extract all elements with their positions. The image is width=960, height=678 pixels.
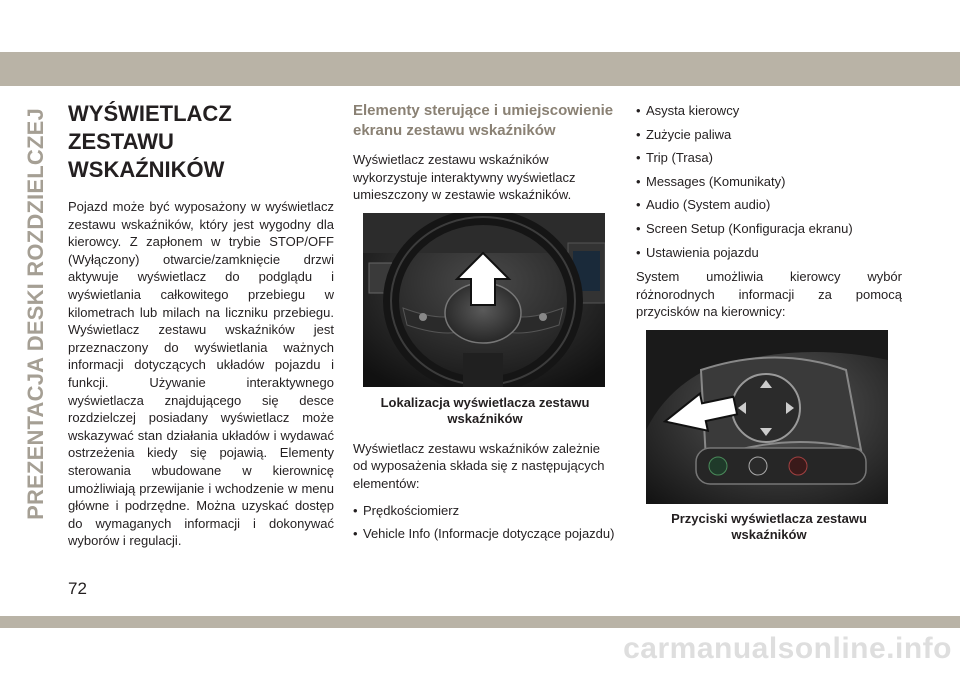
footer-band bbox=[0, 616, 960, 628]
section-heading-line-1: WYŚWIETLACZ ZESTAWU bbox=[68, 101, 232, 154]
bullet-glyph: • bbox=[636, 173, 641, 189]
page-number: 72 bbox=[68, 579, 87, 598]
bullet-glyph: • bbox=[636, 220, 641, 236]
section-heading-line-2: WSKAŹNIKÓW bbox=[68, 157, 225, 182]
controls-intro-paragraph: Wyświetlacz zestawu wskaźników wykorzystuje interaktywny wyświetlacz umieszczony w zestawie wskaźników. bbox=[353, 152, 576, 203]
list-item: • Screen Setup (Konfiguracja ekranu) bbox=[636, 220, 853, 236]
column-1 bbox=[68, 100, 334, 559]
figure-caption-buttons bbox=[636, 511, 902, 543]
list-item: • Prędkościomierz bbox=[353, 502, 460, 518]
bullet-glyph: • bbox=[636, 103, 641, 118]
list-item: • Trip (Trasa) bbox=[636, 150, 713, 166]
figure-caption-steering-line-2: wskaźników bbox=[447, 410, 523, 426]
steering-buttons-illustration bbox=[646, 330, 888, 504]
list-item: • Ustawienia pojazdu bbox=[636, 244, 759, 260]
figure-caption-steering-line-1: Lokalizacja wyświetlacza zestawu bbox=[380, 394, 590, 410]
elements-list bbox=[353, 502, 617, 543]
subsection-heading-line-2: ekranu zestawu wskaźników bbox=[353, 122, 556, 139]
subsection-heading bbox=[353, 101, 617, 141]
buttons-intro-paragraph: System umożliwia kierowcy wybór różnorodnych informacji za pomocą przycisków na kierownicy: bbox=[636, 269, 902, 320]
elements-intro-paragraph: Wyświetlacz zestawu wskaźników zależnie od wyposażenia składa się z następujących elementów: bbox=[353, 440, 605, 491]
list-item: • Zużycie paliwa bbox=[636, 126, 732, 142]
list-item: • Messages (Komunikaty) bbox=[636, 173, 786, 189]
bullet-glyph: • bbox=[353, 502, 358, 518]
figure-caption-buttons-line-1: Przyciski wyświetlacza zestawu bbox=[671, 510, 867, 526]
steering-buttons-photo bbox=[646, 330, 888, 504]
bullet-glyph: • bbox=[353, 526, 358, 542]
list-item: • Audio (System audio) bbox=[636, 197, 771, 213]
header-band bbox=[0, 52, 960, 86]
bullet-glyph: • bbox=[636, 150, 641, 166]
watermark: carmanualsonline.info bbox=[623, 632, 952, 665]
bullet-glyph: • bbox=[636, 244, 641, 260]
bullet-glyph: • bbox=[636, 126, 641, 142]
steering-wheel-illustration bbox=[363, 213, 605, 387]
list-item: • Asysta kierowcy bbox=[636, 103, 740, 118]
section-heading bbox=[68, 100, 334, 184]
steering-wheel-photo bbox=[363, 213, 605, 387]
subsection-heading-line-1: Elementy sterujące i umiejscowienie bbox=[353, 102, 614, 119]
column-3 bbox=[636, 102, 902, 543]
intro-paragraph: Pojazd może być wyposażony w wyświetlacz zestawu wskaźników, który jest wygodny dla kierowcy. Z zapłonem w trybie STOP/OFF (Wyłączony) otwarcie/zamknięcie drzwi aktywuje wyświetlacz do podglądu i wyświetlania całkowitego przebiegu w kilometrach lub milach na liczniku przebiegu. Wyświetlacz zestawu wskaźników jest przeznaczony do wyświetlania ważnych informacji dotyczących układów pojazdu i funkcji. Używanie interaktywnego wyświetlacza znajdującego się desce rozdzielczej posiadany wyświetlacz może wskazywać stan działania układów i wydawać ostrzeżenia kiedy się pojawią. Elementy sterowania wbudowane w kierownicę umożliwiają przewijanie i wchodzenie w menu główne i podrzędne. Można uzyskać dostęp do wymaganych informacji i dokonywać wyborów i regulacji. bbox=[68, 199, 334, 549]
side-section-title-text: PREZENTACJA DESKI ROZDZIELCZEJ bbox=[23, 108, 48, 520]
column-2 bbox=[353, 100, 617, 550]
list-item: • Vehicle Info (Informacje dotyczące pojazdu) bbox=[353, 526, 615, 542]
bullet-glyph: • bbox=[636, 197, 641, 213]
side-section-title bbox=[20, 104, 52, 524]
figure-caption-steering bbox=[353, 395, 617, 427]
figure-caption-buttons-line-2: wskaźników bbox=[731, 526, 807, 542]
elements-list-continued bbox=[636, 102, 902, 261]
